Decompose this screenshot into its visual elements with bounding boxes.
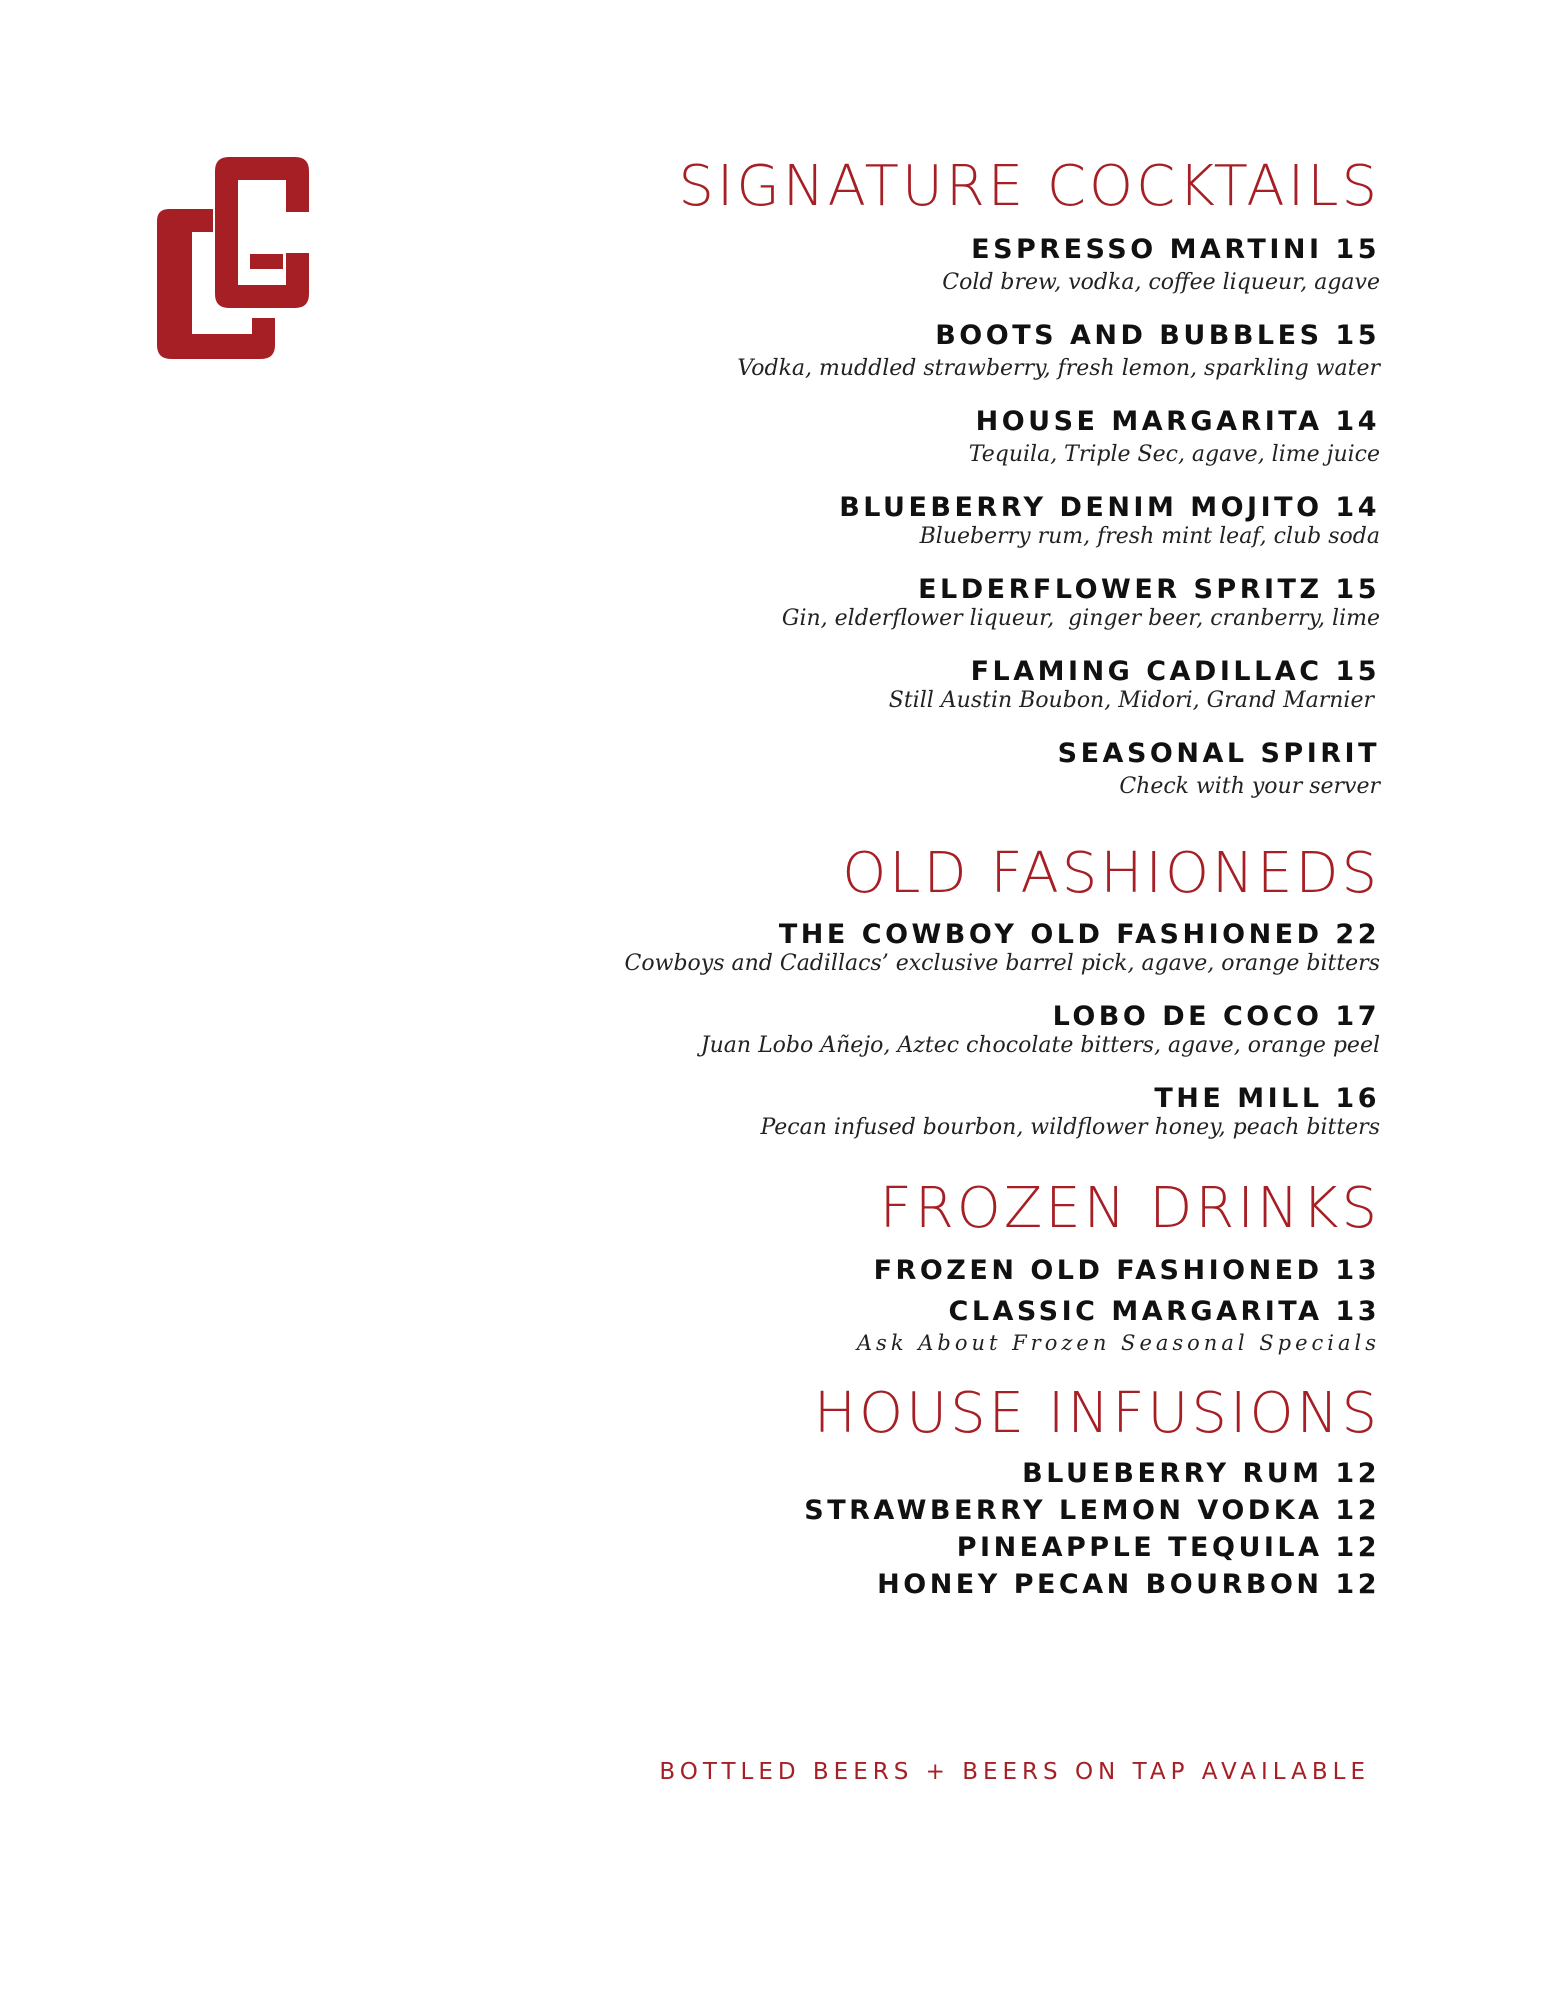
item-name: LOBO DE COCO 17 xyxy=(1052,1001,1380,1032)
footer-beers-note: BOTTLED BEERS + BEERS ON TAP AVAILABLE xyxy=(659,1759,1370,1785)
item-name: PINEAPPLE TEQUILA 12 xyxy=(956,1532,1380,1563)
item-name: STRAWBERRY LEMON VODKA 12 xyxy=(804,1495,1380,1526)
item-name: FLAMING CADILLAC 15 xyxy=(970,656,1380,687)
item-name: BOOTS AND BUBBLES 15 xyxy=(935,320,1380,351)
menu-item xyxy=(380,494,1380,548)
item-name: BLUEBERRY DENIM MOJITO 14 xyxy=(839,492,1380,523)
section-title-signature: SIGNATURE COCKTAILS xyxy=(678,154,1380,219)
item-description: Check with your server xyxy=(1119,774,1380,799)
item-name: ELDERFLOWER SPRITZ 15 xyxy=(918,574,1380,605)
menu-item xyxy=(380,658,1380,712)
menu-column xyxy=(380,150,1380,1598)
menu-item xyxy=(380,1003,1380,1057)
item-name: THE COWBOY OLD FASHIONED 22 xyxy=(778,919,1380,950)
item-description: Vodka, muddled strawberry, fresh lemon, sparkling water xyxy=(737,356,1380,381)
item-name: ESPRESSO MARTINI 15 xyxy=(971,234,1380,265)
item-description: Gin, elderflower liqueur, ginger beer, cranberry, lime xyxy=(781,606,1380,631)
menu-item xyxy=(380,322,1380,380)
item-name: THE MILL 16 xyxy=(1154,1083,1380,1114)
section-title-old-fashioneds: OLD FASHIONEDS xyxy=(842,841,1380,906)
menu-item xyxy=(380,740,1380,798)
menu-item xyxy=(380,236,1380,294)
menu-item xyxy=(380,576,1380,630)
menu-item xyxy=(380,921,1380,975)
item-name: CLASSIC MARGARITA 13 xyxy=(948,1296,1380,1327)
menu-item xyxy=(380,408,1380,466)
item-description: Tequila, Triple Sec, agave, lime juice xyxy=(968,442,1380,467)
item-name: HOUSE MARGARITA 14 xyxy=(975,406,1380,437)
menu-item xyxy=(380,1085,1380,1139)
item-name: FROZEN OLD FASHIONED 13 xyxy=(873,1255,1380,1286)
item-name: BLUEBERRY RUM 12 xyxy=(1022,1458,1380,1489)
item-description: Blueberry rum, fresh mint leaf, club soda xyxy=(919,524,1380,549)
item-description: Cold brew, vodka, coffee liqueur, agave xyxy=(942,270,1380,295)
item-description: Pecan infused bourbon, wildflower honey, peach bitters xyxy=(760,1115,1380,1140)
item-description: Juan Lobo Añejo, Aztec chocolate bitters, agave, orange peel xyxy=(700,1033,1380,1058)
item-description: Still Austin Boubon, Midori, Grand Marnier xyxy=(888,688,1374,713)
frozen-specials-note: Ask About Frozen Seasonal Specials xyxy=(856,1331,1380,1355)
item-name: SEASONAL SPIRIT xyxy=(1057,738,1380,769)
item-name: HONEY PECAN BOURBON 12 xyxy=(877,1569,1380,1600)
section-title-frozen-drinks: FROZEN DRINKS xyxy=(879,1176,1380,1241)
item-description: Cowboys and Cadillacs’ exclusive barrel pick, agave, orange bitters xyxy=(624,951,1380,976)
section-title-house-infusions: HOUSE INFUSIONS xyxy=(813,1381,1380,1446)
cc-monogram-icon xyxy=(157,157,309,359)
